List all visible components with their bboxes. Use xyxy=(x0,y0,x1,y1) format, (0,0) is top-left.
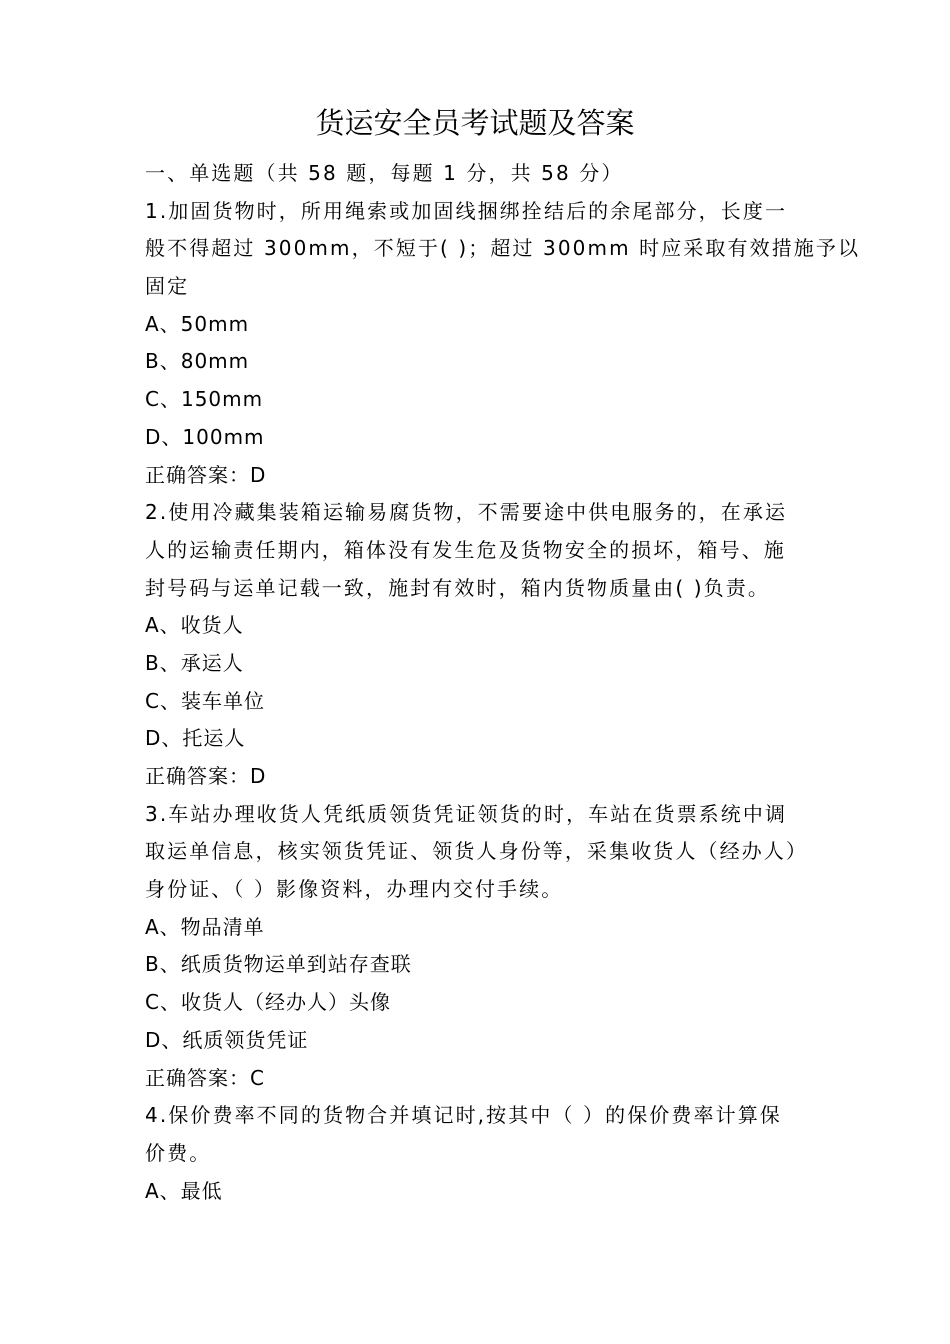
option-a: A、收货人 xyxy=(145,613,244,638)
option-a: A、最低 xyxy=(145,1178,223,1203)
option-a: A、50mm xyxy=(145,311,250,336)
question-text-line: 价费。 xyxy=(145,1140,212,1165)
question-text-line: 3.车站办理收货人凭纸质领货凭证领货的时，车站在货票系统中调 xyxy=(145,801,788,826)
correct-answer: 正确答案：C xyxy=(145,1065,265,1090)
question-text-line: 身份证、（ ）影像资料，办理内交付手续。 xyxy=(145,877,564,902)
page-title: 货运安全员考试题及答案 xyxy=(315,106,635,140)
option-b: B、纸质货物运单到站存查联 xyxy=(145,952,412,977)
question-1 xyxy=(145,193,861,495)
option-b: B、承运人 xyxy=(145,650,244,675)
correct-answer: 正确答案：D xyxy=(145,462,267,487)
question-2 xyxy=(145,494,835,796)
question-4 xyxy=(145,1097,835,1210)
question-3 xyxy=(145,796,835,1098)
option-a: A、物品清单 xyxy=(145,914,265,939)
question-text-line: 取运单信息，核实领货凭证、领货人身份等，采集收货人（经办人） xyxy=(145,839,808,864)
option-c: C、收货人（经办人）头像 xyxy=(145,990,391,1015)
option-b: B、80mm xyxy=(145,349,250,374)
correct-answer: 正确答案：D xyxy=(145,764,267,788)
question-text-line: 2.使用冷藏集装箱运输易腐货物，不需要途中供电服务的，在承运 xyxy=(145,500,788,525)
question-text-line: 固定 xyxy=(145,274,190,299)
question-text-line: 般不得超过 300mm，不短于( )；超过 300mm 时应采取有效措施予以 xyxy=(145,236,861,261)
question-text-line: 1.加固货物时，所用绳索或加固线捆绑拴结后的余尾部分，长度一 xyxy=(145,198,788,223)
option-c: C、150mm xyxy=(145,387,264,412)
question-text-line: 封号码与运单记载一致，施封有效时，箱内货物质量由( )负责。 xyxy=(145,575,770,600)
option-c: C、装车单位 xyxy=(145,688,265,713)
option-d: D、托运人 xyxy=(145,726,246,751)
section-heading: 一、单选题（共 58 题，每题 1 分，共 58 分） xyxy=(145,161,624,185)
document-body xyxy=(145,155,861,1210)
question-text-line: 4.保价费率不同的货物合并填记时,按其中（ ）的保价费率计算保 xyxy=(145,1103,782,1128)
option-d: D、纸质领货凭证 xyxy=(145,1027,309,1052)
option-d: D、100mm xyxy=(145,424,265,449)
question-text-line: 人的运输责任期内，箱体没有发生危及货物安全的损坏，箱号、施 xyxy=(145,537,786,562)
